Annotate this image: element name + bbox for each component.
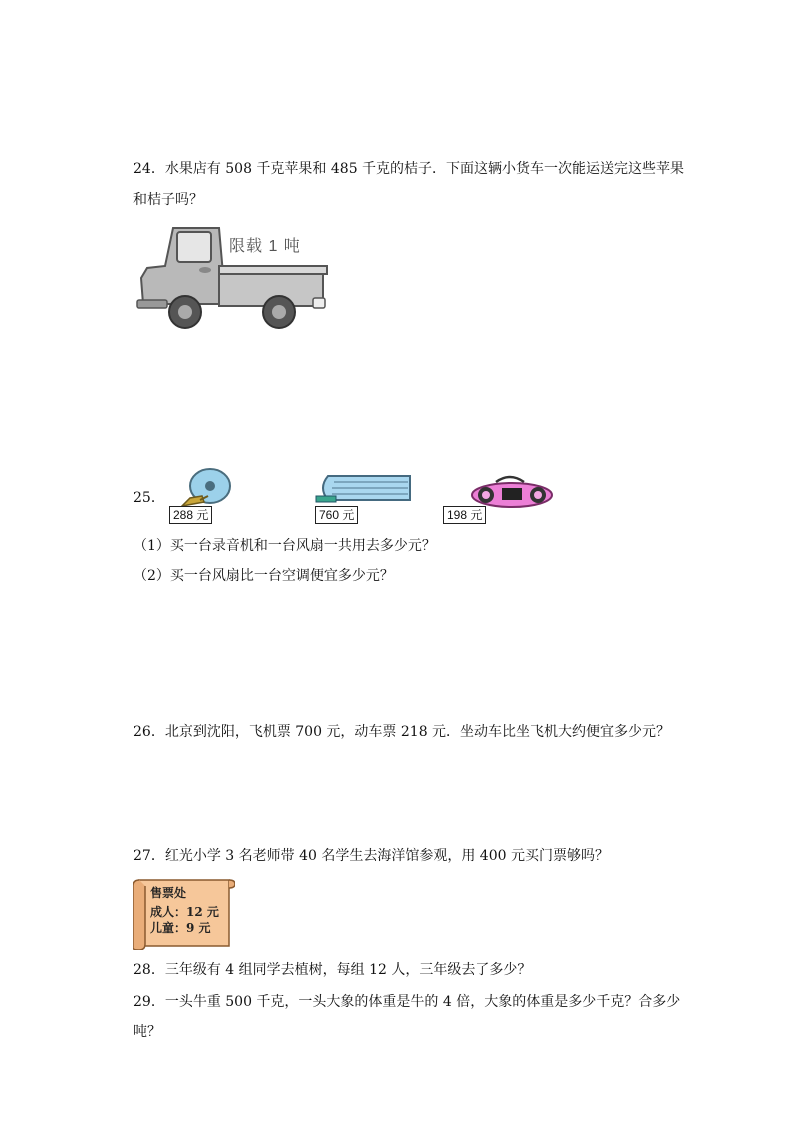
radio-price: 198 元 [443, 506, 486, 524]
q25-sub1: （1）买一台录音机和一台风扇一共用去多少元？ [133, 538, 436, 554]
q24-text-line2: 和桔子吗？ [133, 192, 203, 208]
air-conditioner-price: 760 元 [315, 506, 358, 524]
q29-text-line2: 吨？ [133, 1024, 161, 1040]
q27-text: 27．红光小学 3 名老师带 40 名学生去海洋馆参观，用 400 元买门票够吗？ [133, 848, 609, 864]
fan-price: 288 元 [169, 506, 212, 524]
ticket-adult-price: 成人：12 元 [150, 905, 219, 919]
q25-sub2: （2）买一台风扇比一台空调便宜多少元？ [133, 568, 394, 584]
q24-text-line1: 24．水果店有 508 千克苹果和 485 千克的桔子．下面这辆小货车一次能运送完这些苹果 [133, 161, 685, 177]
q29-text-line1: 29．一头牛重 500 千克，一头大象的体重是牛的 4 倍，大象的体重是多少千克？合多少 [133, 994, 681, 1010]
radio-image [470, 474, 554, 508]
q28-text: 28．三年级有 4 组同学去植树，每组 12 人，三年级去了多少？ [133, 962, 532, 978]
q26-text: 26．北京到沈阳，飞机票 700 元，动车票 218 元．坐动车比坐飞机大约便宜多少元？ [133, 724, 671, 740]
air-conditioner-image [314, 474, 414, 506]
ticket-child-price: 儿童：9 元 [150, 921, 211, 935]
q25-number: 25． [133, 490, 165, 506]
fan-image [172, 466, 234, 510]
truck-load-label: 限载 1 吨 [229, 238, 301, 255]
ticket-title: 售票处 [150, 886, 187, 900]
